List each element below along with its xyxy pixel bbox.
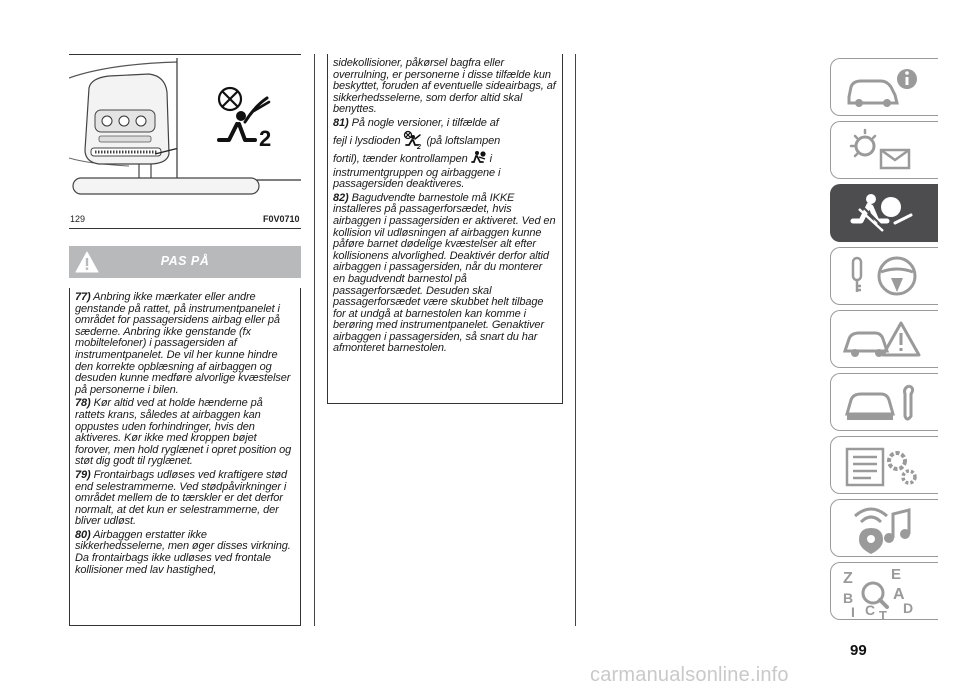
multimedia-music-icon	[831, 500, 939, 558]
airbag-seatbelt-icon	[831, 185, 939, 243]
tab-maintenance[interactable]	[830, 373, 938, 431]
airbag-warning-lamp-icon	[471, 150, 487, 168]
svg-text:D: D	[903, 600, 914, 616]
svg-text:I: I	[851, 604, 855, 620]
warning-banner	[69, 246, 301, 278]
tab-lights-messages[interactable]	[830, 121, 938, 179]
svg-text:2: 2	[417, 143, 422, 150]
key-steering-wheel-icon	[831, 248, 939, 306]
svg-text:C: C	[865, 602, 876, 618]
figure-caption-rule	[69, 228, 301, 229]
car-warning-icon	[831, 311, 939, 369]
tab-index[interactable]	[830, 562, 938, 620]
watermark: carmanualsonline.info	[590, 664, 789, 686]
page-number: 99	[850, 642, 867, 659]
note-81: 81) På nogle versioner, i tilfælde af fejl i lysdioden 2 (på loftslampen fortil), tænder kontrollampen i instrumentgruppen og airbaggene i passagersiden deaktiveres.	[333, 116, 501, 191]
tab-starting-driving[interactable]	[830, 247, 938, 305]
note-82: 82) Bagudvendte barnestole må IKKE installeres på passagerforsædet, hvis airbaggen i passagersiden er aktiveret. Ved en kollision vil udløsningen af airbaggen kunne påføre barnet dødelige kvæstelser alt efter kollisionens alvorlighed. Deaktivér derfor altid airbaggen i passagersiden, når du monterer en bagudvendt barnestol på passagerforsædet. Desuden skal passagerforsædet være skubbet helt tilbage for at undgå at barnestolen kan komme i berøring med instrumentpanelet. Genaktiver airbaggen i passagersiden, så snart du har afmonteret barnestolen.	[333, 191, 556, 355]
column-divider	[314, 54, 315, 626]
svg-text:B: B	[843, 590, 854, 606]
specs-gears-icon	[831, 437, 939, 495]
note-80-continuation: sidekollisioner, påkørsel bagfra eller overrulning, er personerne i disse tilfælde kun beskyttet, foruden af eventuelle sideairbags, af sikkerhedsselerne, som derfor altid skal benyttes.	[333, 57, 556, 116]
airbag-off-led-icon	[403, 130, 423, 150]
car-wrench-icon	[831, 374, 939, 432]
figure-129-ceiling-lamp	[69, 58, 301, 214]
svg-text:E: E	[891, 566, 902, 583]
tab-emergency[interactable]	[830, 310, 938, 368]
svg-text:T: T	[879, 608, 887, 621]
tab-car-info[interactable]	[830, 58, 938, 116]
svg-text:Z: Z	[843, 570, 853, 587]
lights-message-icon	[831, 122, 939, 180]
tab-technical-data[interactable]	[830, 436, 938, 494]
note-78: 78) Kør altid ved at holde hænderne på rattets krans, således at airbaggen kan oppustes uden forhindringer, hvis den aktiveres. Kør ikke med kroppen bøjet forover, men hold ryglænet i opret position og støt dig godt til ryglænet.	[75, 397, 292, 468]
figure-code: F0V0710	[263, 214, 300, 224]
airbag-indicator-subscript: 2	[259, 126, 272, 151]
svg-text:A: A	[893, 586, 905, 603]
warning-notes-right	[327, 54, 563, 404]
tab-multimedia[interactable]	[830, 499, 938, 557]
tab-safety[interactable]	[830, 184, 938, 242]
figure-number: 129	[70, 214, 86, 224]
note-80: 80) Airbaggen erstatter ikke sikkerhedsselerne, men øger disses virkning. Da frontairbags ikke udløses ved frontale kollisioner med lav hastighed,	[75, 528, 291, 576]
column-divider-right	[575, 54, 576, 626]
figure-top-rule	[69, 54, 301, 55]
index-alphabet-icon	[831, 563, 939, 621]
warning-notes-left	[69, 288, 301, 626]
ceiling-lamp-illustration	[69, 58, 301, 214]
warning-title: PAS PÅ	[160, 254, 210, 268]
note-77: 77) Anbring ikke mærkater eller andre genstande på rattet, på instrumentpanelet i området for passagersidens airbag eller på sæderne. Anbring ikke genstande (fx mobiltelefoner) i passagersiden af instrumentpanelet. De vil her kunne hindre den korrekte opblæsning af airbaggen og desuden kunne medføre alvorlige kvæstelser på personerne i bilen.	[75, 291, 291, 396]
car-info-icon	[831, 59, 939, 117]
note-79: 79) Frontairbags udløses ved kraftigere stød end selestrammerne. Ved stødpåvirkninger i området mellem de to tærskler er det derfor normalt, at det kun er selestrammerne, der bliver udløst.	[75, 468, 288, 528]
